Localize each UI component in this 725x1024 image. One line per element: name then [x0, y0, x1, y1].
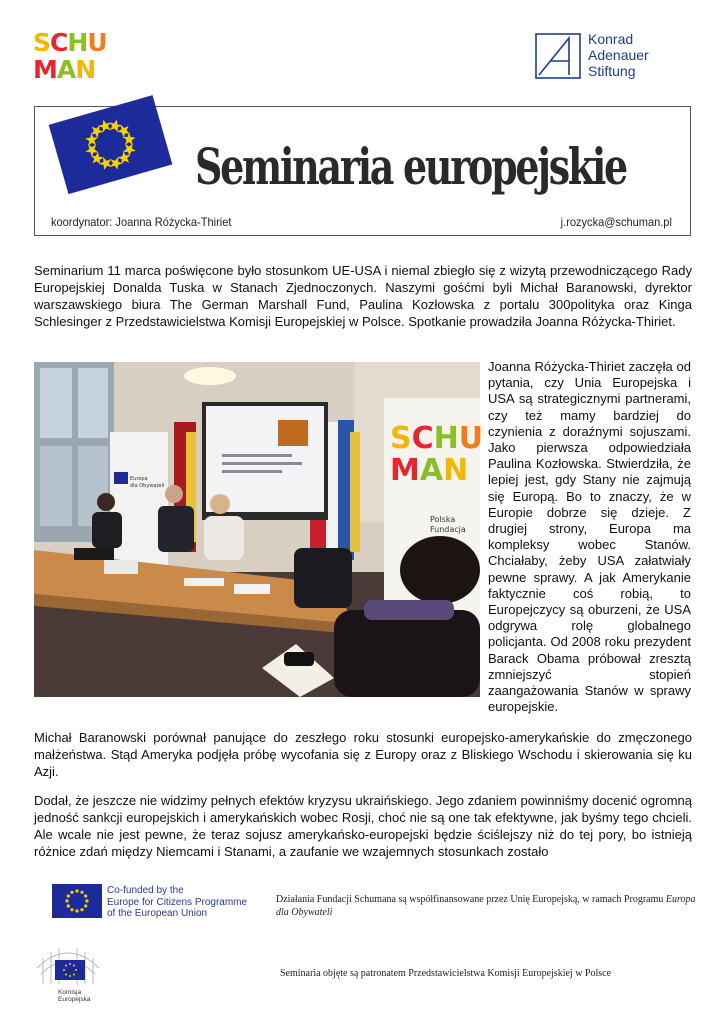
banner-left-line-1: Europa — [130, 476, 148, 482]
banner-right-sub-2: Fundacja — [430, 525, 466, 534]
kas-line-1: Konrad — [588, 31, 634, 47]
eu-flag-icon — [44, 93, 174, 193]
cofunded-text — [107, 885, 247, 920]
ec-line-1: Komisja — [58, 989, 82, 996]
coordinator-email: j.rozycka@schuman.pl — [560, 215, 672, 229]
kas-wordmark — [588, 31, 649, 79]
konrad-adenauer-logo — [535, 31, 685, 81]
seminar-photo — [34, 362, 484, 697]
funding-note-text: Działania Fundacji Schumana są współfinansowane przez Unię Europejską, w ramach Programu — [276, 894, 666, 905]
funding-note — [276, 893, 696, 919]
ukraine-paragraph: Dodał, że jeszcze nie widzimy pełnych efektów kryzysu ukraińskiego. Jego zdaniem powinniśmy docenić ogromną jedność sankcji europejskich i amerykańskich wobec Rosji, choć nie są one tak efektywne, jak byśmy tego chcieli. Ale wcale nie jest pewne, że teraz sojusz amerykańsko-europejski będzie ściślejszy niż do tej pory, bo istnieją różnice zdań między Niemcami i Stanami, a zaufanie we wzajemnych stosunkach zostało — [34, 793, 692, 859]
banner-right-line-1: SCHU — [390, 421, 484, 456]
coordinator-text: koordynator: Joanna Różycka-Thiriet — [51, 215, 232, 229]
cofunded-line-1: Co-funded by the — [107, 885, 184, 896]
kas-line-2: Adenauer — [588, 47, 649, 63]
svg-text:SCHU: SCHU — [33, 28, 107, 57]
banner-left-line-2: dla Obywateli — [130, 483, 165, 489]
side-paragraph: Joanna Różycka-Thiriet zaczęła od pytania, czy Unia Europejska i USA są strategicznymi partnerami, czy też mamy bardziej do czynienia z doraźnymi sojuszami. Jako pierwsza odpowiedziała Paulina Kozłowska. Stwierdziła, że lepiej jest, gdy Stany nie zajmują się Europą. Bo to znaczy, że w Europie dobrze się dzieje. Z drugiej strony, Europa ma kompleksy wobec Stanów. Chciałaby, żeby USA załatwiały pewne sprawy. A jak Amerykanie faktycznie coś robią, to Europejczycy są oburzeni, że USA odgrywa rolę globalnego policjanta. Od 2008 roku prezydent Barack Obama próbował zresztą zmniejszyć stopień zaangażowania Stanów w sprawy europejskie. — [488, 359, 691, 715]
ec-line-2: Europejska — [58, 996, 91, 1003]
svg-text:MAN: MAN — [33, 55, 96, 84]
kas-line-3: Stiftung — [588, 63, 636, 79]
banner-right-line-2: MAN — [390, 453, 469, 488]
cofunded-line-2: Europe for Citizens Programme — [107, 896, 248, 908]
page-title: Seminaria europejskie — [195, 137, 626, 196]
intro-paragraph: Seminarium 11 marca poświęcone było stosunkom UE-USA i niemal zbiegło się z wizytą przewodniczącego Rady Europejskiej Donalda Tuska w Stanach Zjednoczonych. Naszymi gośćmi byli Michał Baranowski, dyrektor warszawskiego biura The German Marshall Fund, Paulina Kozłowska z portalu 300polityka oraz Kinga Schlesinger z Przedstawicielstwa Komisji Europejskiej w Polsce. Spotkanie prowadziła Joanna Różycka-Thiriet. — [34, 263, 692, 329]
cofunded-line-3: of the European Union — [107, 908, 208, 919]
title-box — [34, 106, 691, 236]
schuman-logo — [33, 28, 107, 84]
funding-note-programme: Europa dla Obywateli — [276, 894, 696, 918]
seminar-photo-illustration — [34, 362, 484, 697]
patronage-note: Seminaria objęte są patronatem Przedstawicielstwa Komisji Europejskiej w Polsce — [280, 968, 612, 979]
eu-flag-small-icon — [52, 884, 102, 918]
ec-wordmark — [58, 989, 98, 1003]
baranowski-paragraph: Michał Baranowski porównał panujące do zeszłego roku stosunki europejsko-amerykańskie do zmęczonego małżeństwa. Stąd Ameryka podjęła próbę wycofania się z Europy oraz z Bliskiego Wschodu i skierowania się ku Azji. — [34, 730, 692, 779]
kas-mark-icon — [535, 33, 581, 79]
banner-right-sub-1: Polska — [430, 515, 456, 524]
